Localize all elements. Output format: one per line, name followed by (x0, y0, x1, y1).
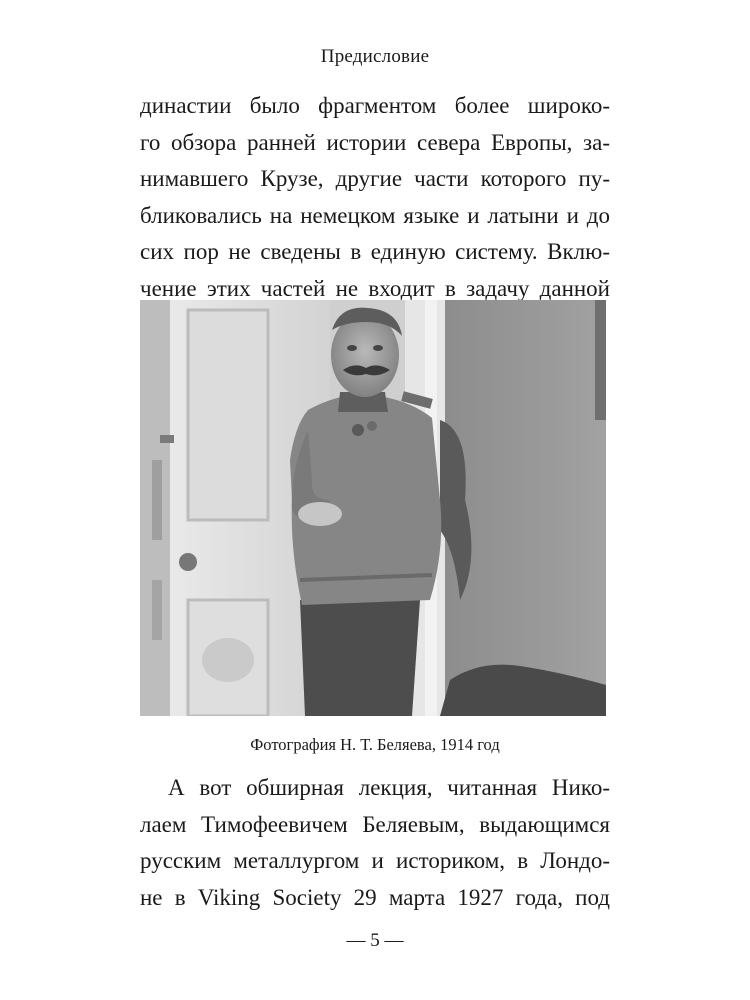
text-line: сих пор не сведены в единую систему. Вклю- (140, 239, 610, 264)
figure-caption: Фотография Н. Т. Беляева, 1914 год (250, 735, 500, 754)
text-line: го обзора ранней истории севера Европы, за- (140, 129, 610, 155)
body-paragraph-2 (140, 770, 610, 916)
page-number: — 5 — (346, 930, 404, 951)
text-line: династии было фрагментом более широко- (140, 93, 610, 118)
running-head: Предисловие (320, 46, 430, 67)
text-line: русским металлургом и историком, в Лондо- (140, 848, 610, 873)
text-line: лаем Тимофеевичем Беляевым, выдающимся (140, 811, 610, 837)
text-line: не в Viking Society 29 марта 1927 года, под (140, 884, 610, 910)
text-line: чение этих частей не входит в задачу данной (140, 275, 610, 301)
text-line: нимавшего Крузе, другие части которого пу- (140, 166, 610, 191)
portrait-photo-illustration (140, 300, 606, 716)
portrait-photo (140, 300, 606, 716)
text-line: А вот обширная лекция, читанная Нико- (168, 775, 610, 800)
text-line: бликовались на немецком языке и латыни и до (140, 202, 610, 228)
